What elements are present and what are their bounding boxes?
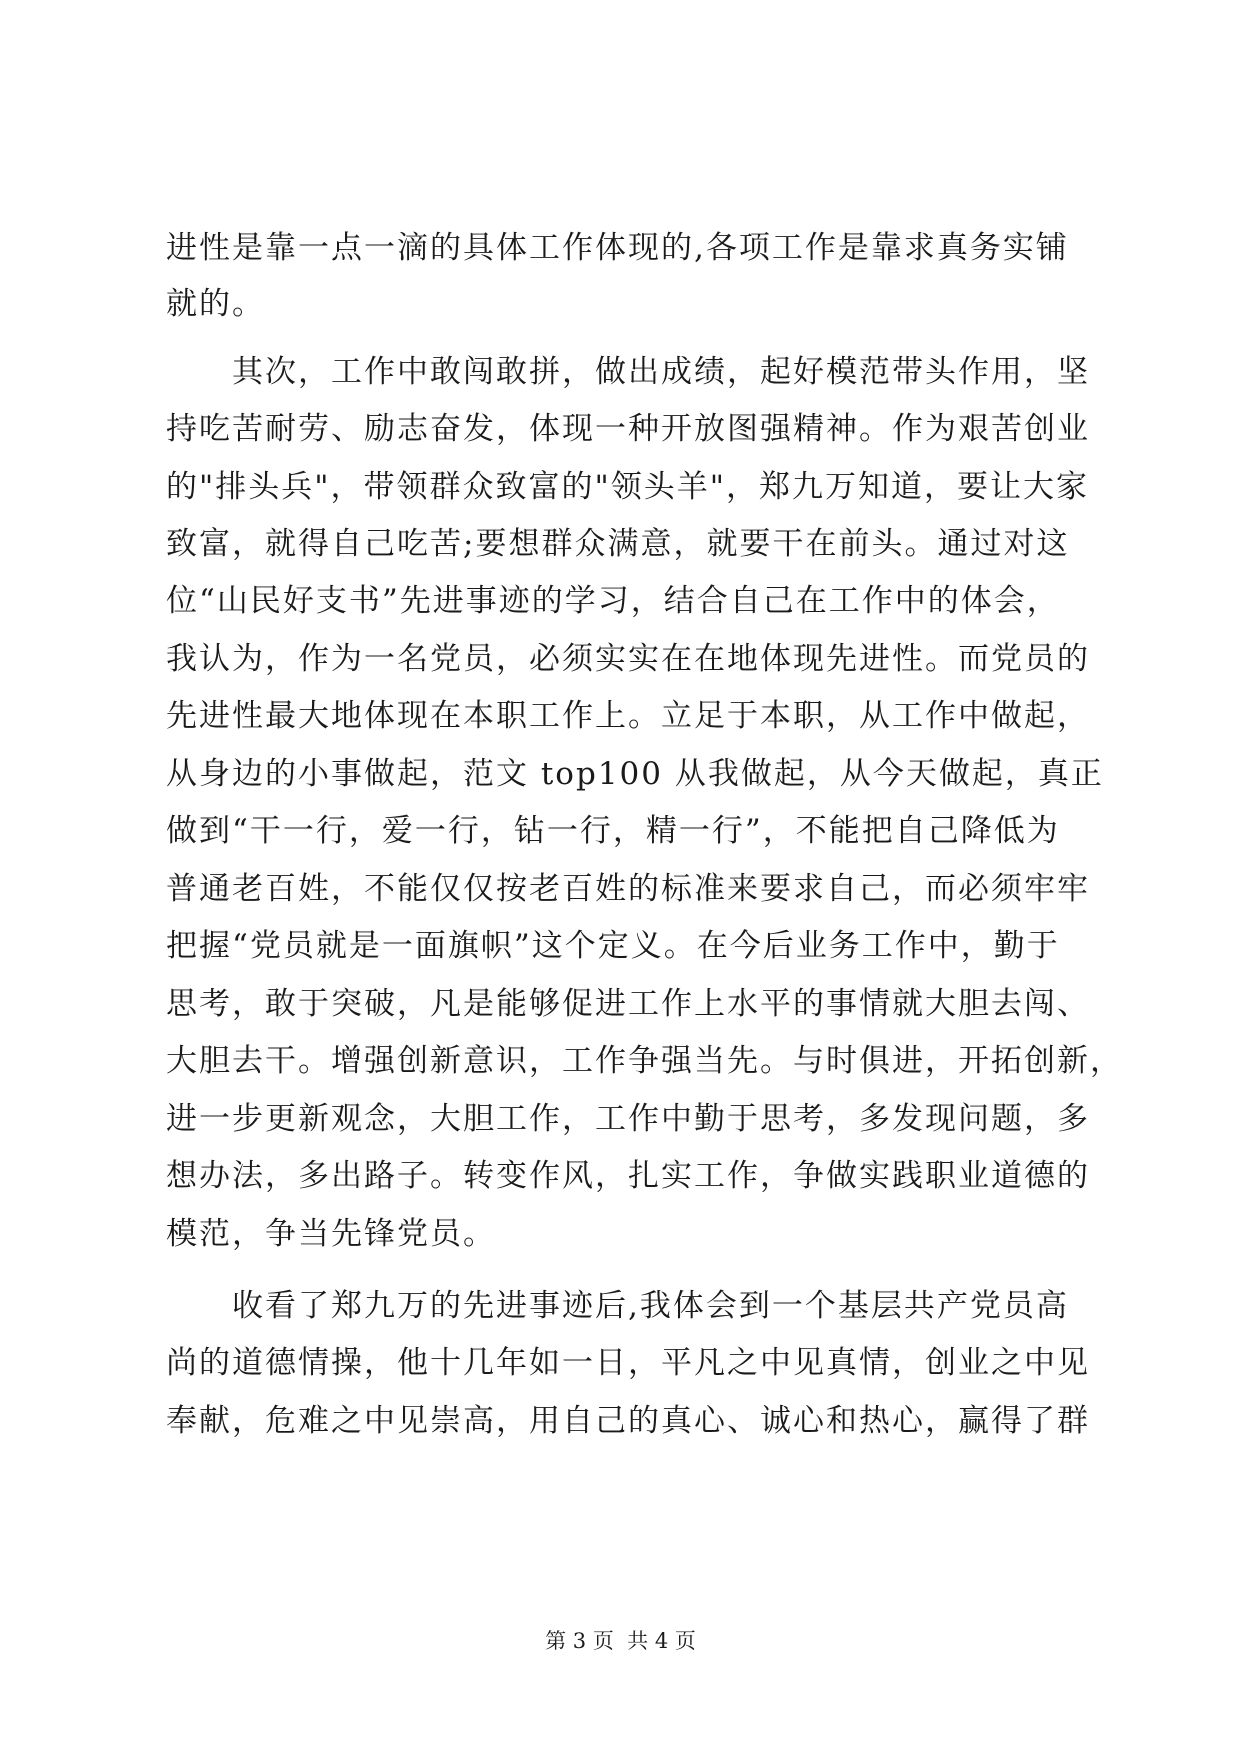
- text-line: 收看了郑九万的先进事迹后,我体会到一个基层共产党员高: [166, 1288, 1069, 1324]
- text-line: 大胆去干。增强创新意识，工作争强当先。与时俱进，开拓创新，: [166, 1043, 1123, 1079]
- text-line: 尚的道德情操，他十几年如一日，平凡之中见真情，创业之中见: [166, 1345, 1090, 1381]
- text-line: 进性是靠一点一滴的具体工作体现的,各项工作是靠求真务实铺: [166, 230, 1069, 266]
- text-line: 奉献，危难之中见崇高，用自己的真心、诚心和热心，赢得了群: [166, 1403, 1090, 1439]
- text-line: 的"排头兵"，带领群众致富的"领头羊"，郑九万知道，要让大家: [166, 469, 1090, 505]
- text-line: 思考，敢于突破，凡是能够促进工作上水平的事情就大胆去闯、: [166, 986, 1090, 1022]
- text-line: 我认为，作为一名党员，必须实实在在地体现先进性。而党员的: [166, 641, 1090, 677]
- text-line: 想办法，多出路子。转变作风，扎实工作，争做实践职业道德的: [166, 1158, 1090, 1194]
- text-line: 进一步更新观念，大胆工作，工作中勤于思考，多发现问题，多: [166, 1101, 1090, 1137]
- text-line: 先进性最大地体现在本职工作上。立足于本职，从工作中做起，: [166, 698, 1090, 734]
- text-line: 把握“党员就是一面旗帜”这个定义。在今后业务工作中，勤于: [166, 928, 1060, 964]
- text-line: 持吃苦耐劳、励志奋发，体现一种开放图强精神。作为艰苦创业: [166, 411, 1090, 447]
- text-line: 其次，工作中敢闯敢拼，做出成绩，起好模范带头作用，坚: [166, 354, 1090, 390]
- text-line: 普通老百姓，不能仅仅按老百姓的标准来要求自己，而必须牢牢: [166, 871, 1090, 907]
- text-line: 位“山民好支书”先进事迹的学习，结合自己在工作中的体会，: [166, 583, 1060, 619]
- text-line: 致富，就得自己吃苦;要想群众满意，就要干在前头。通过对这: [166, 526, 1070, 562]
- text-line: 模范，争当先锋党员。: [166, 1216, 496, 1252]
- page-footer: [0, 1627, 1241, 1655]
- text-line: 做到“干一行，爱一行，钻一行，精一行”，不能把自己降低为: [166, 813, 1060, 849]
- text-line: 从身边的小事做起，范文 top100 从我做起，从今天做起，真正: [166, 756, 1104, 792]
- text-line: 就的。: [166, 286, 265, 322]
- page-number-label: 第 3 页 共 4 页: [545, 1629, 696, 1653]
